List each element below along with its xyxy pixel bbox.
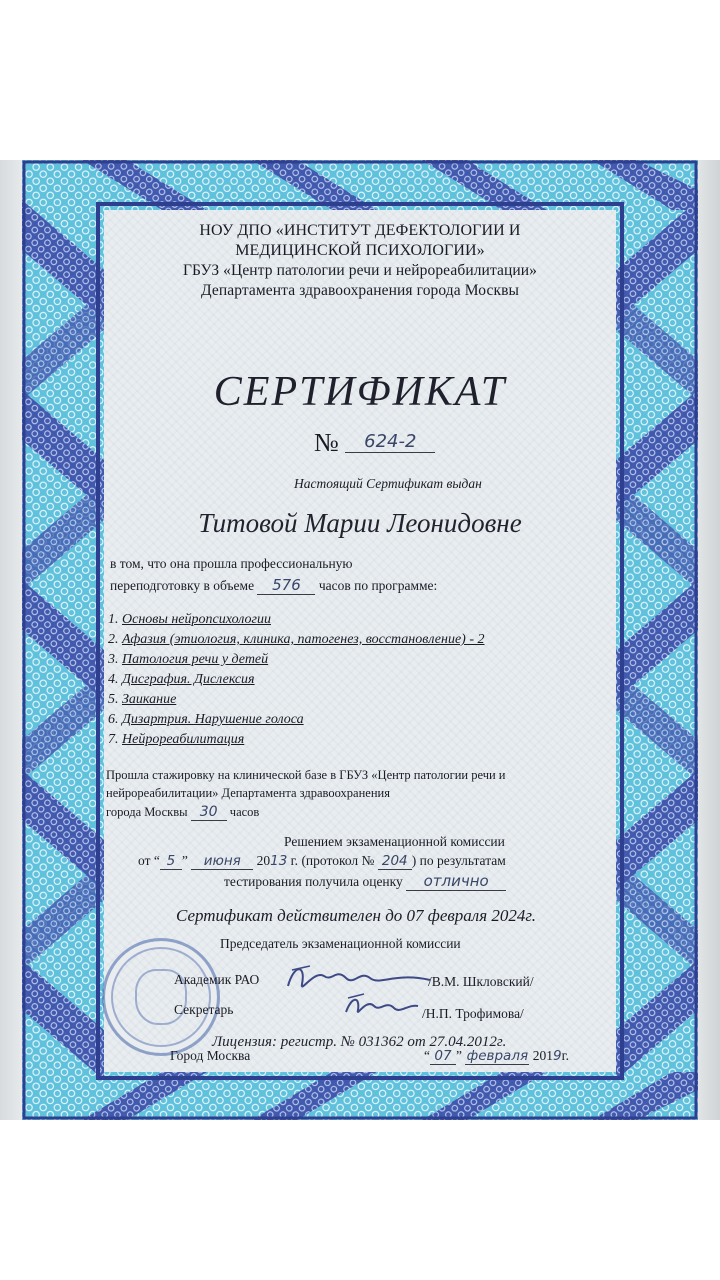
certificate-content — [104, 210, 616, 1072]
photo-background-top — [0, 0, 720, 160]
chair-name: /В.М. Шкловский/ — [428, 974, 534, 989]
issued-to-label: Настоящий Сертификат выдан — [294, 476, 482, 491]
program-item: 4. Дисграфия. Дислексия — [108, 672, 255, 687]
header-department: Департамента здравоохранения города Москвы — [200, 282, 520, 299]
program-item: 6. Дизартрия. Нарушение голоса — [108, 712, 304, 727]
header-institute-line2: МЕДИЦИНСКОЙ ПСИХОЛОГИИ» — [235, 242, 485, 259]
city-label: Город Москва — [170, 1048, 251, 1063]
secretary-name: /Н.П. Трофимова/ — [422, 1006, 524, 1021]
issue-month: февраля — [466, 1048, 529, 1064]
certificate-sheet — [22, 160, 698, 1120]
header-institute-line1: НОУ ДПО «ИНСТИТУТ ДЕФЕКТОЛОГИИ И — [199, 222, 521, 239]
body-line1: в том, что она прошла профессиональную — [110, 556, 353, 571]
license-line: Лицензия: регистр. № 031362 от 27.04.2012г. — [212, 1034, 507, 1050]
secretary-signature — [342, 990, 422, 1020]
photo-background-bottom — [0, 1120, 720, 1280]
exam-grade: отлично — [406, 872, 506, 891]
issue-day: 07 — [430, 1048, 456, 1065]
program-hours: 576 — [257, 576, 315, 595]
internship-line3: города Москвы 30 часов — [106, 804, 260, 820]
number-value: 624-2 — [345, 431, 435, 453]
program-item: 7. Нейрореабилитация — [108, 732, 245, 747]
program-item: 2. Афазия (этиология, клиника, патогенез, восстановление) - 2 — [108, 632, 485, 647]
number-sign: № — [314, 428, 339, 457]
header-center: ГБУЗ «Центр патологии речи и нейрореабилитации» — [182, 262, 538, 279]
issue-year: 9 — [553, 1048, 562, 1064]
issue-date: “ 07 ” февраля 2019г. — [424, 1048, 569, 1064]
chair-label: Председатель экзаменационной комиссии — [220, 936, 461, 951]
certificate-title: СЕРТИФИКАТ — [213, 369, 507, 415]
certificate-number — [314, 428, 435, 458]
program-item: 1. Основы нейропсихологии — [108, 612, 271, 627]
internship-line1: Прошла стажировку на клинической базе в ГБУЗ «Центр патологии речи и — [106, 768, 506, 782]
validity: Сертификат действителен до 07 февраля 2024г. — [176, 906, 537, 925]
body-line2: переподготовку в объеме 576 часов по программе: — [110, 576, 438, 594]
exam-month: июня — [191, 853, 253, 870]
recipient-name: Титовой Марии Леонидовне — [198, 508, 522, 538]
exam-decision: Решением экзаменационной комиссии — [284, 834, 505, 849]
internship-line2: нейрореабилитации» Департамента здравоохранения — [106, 786, 390, 800]
exam-day: 5 — [160, 853, 182, 870]
program-item: 3. Патология речи у детей — [108, 652, 269, 667]
protocol-number: 204 — [378, 853, 412, 870]
exam-year: 13 — [270, 853, 288, 869]
exam-grade-line: тестирования получила оценку отлично — [224, 872, 506, 891]
program-item: 5. Заикание — [108, 692, 177, 707]
round-seal — [102, 938, 220, 1056]
internship-hours: 30 — [191, 804, 227, 821]
academician-label: Академик РАО — [174, 972, 260, 987]
exam-date-line: от “ 5 ” июня 2013 г. (протокол № 204 ) по результатам — [138, 853, 506, 869]
secretary-label: Секретарь — [174, 1002, 234, 1017]
